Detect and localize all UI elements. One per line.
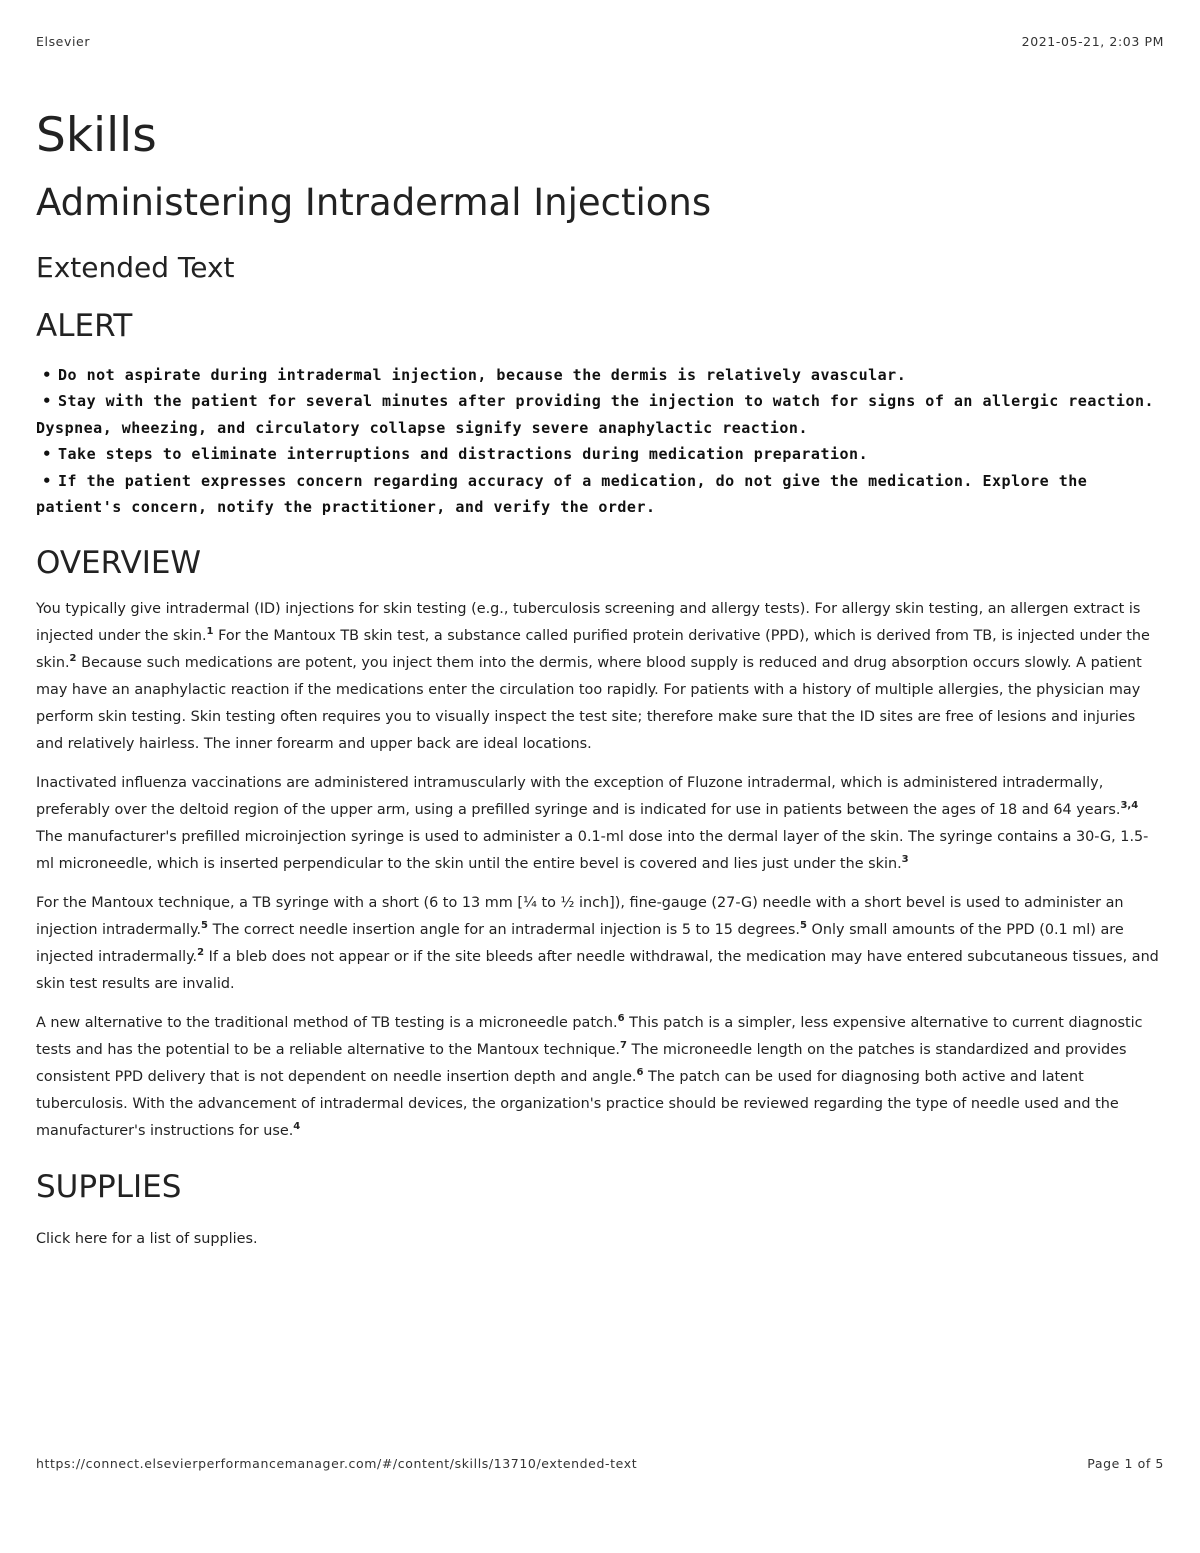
alert-item	[36, 362, 1166, 389]
overview-paragraph-1: You typically give intradermal (ID) injections for skin testing (e.g., tuberculosis screening and allergy tests). For allergy skin testing, an allergen extract is injected under the skin.$^1$ For the Mantoux TB skin test, a substance called purified protein derivative (PPD), which is derived from TB, is injected under the skin.$^2$ Because such medications are potent, you inject them into the dermis, where blood supply is reduced and drug absorption occurs slowly. A patient may have an anaphylactic reaction if the medications enter the circulation too rapidly. For patients with a history of multiple allergies, the physician may perform skin testing. Skin testing often requires you to visually inspect the test site; therefore make sure that the ID sites are free of lesions and injuries and relatively hairless. The inner forearm and upper back are ideal locations.	[36, 600, 1150, 752]
citation: 2	[69, 652, 77, 664]
alert-item-text: Stay with the patient for several minutes after providing the injection to watch for signs of an allergic reaction. Dyspnea, wheezing, and circulatory collapse signify severe anaphylactic reaction.	[36, 392, 1155, 437]
bullet-icon: •	[42, 445, 52, 464]
citation: 2	[197, 946, 205, 958]
overview-paragraph-3: For the Mantoux technique, a TB syringe with a short (6 to 13 mm [¼ to ½ inch]), fine-gauge (27-G) needle with a short bevel is used to administer an injection intradermally.$^5$ The correct needle insertion angle for an intradermal injection is 5 to 15 degrees.$^5$ Only small amounts of the PPD (0.1 ml) are injected intradermally.$^2$ If a bleb does not appear or if the site bleeds after needle withdrawal, the medication may have entered subcutaneous tissues, and skin test results are invalid.	[36, 894, 1159, 992]
bullet-icon: •	[42, 365, 52, 384]
citation: 5	[201, 919, 209, 931]
alert-heading: ALERT	[36, 308, 133, 345]
alert-item	[36, 388, 1166, 441]
citation: 3	[901, 853, 909, 865]
alert-item-text: Take steps to eliminate interruptions and distractions during medication preparation.	[58, 445, 869, 464]
citation: 3,4	[1120, 799, 1139, 811]
overview-heading: OVERVIEW	[36, 544, 202, 581]
print-footer-url: https://connect.elsevierperformancemanager.com/#/content/skills/13710/extended-text	[36, 1456, 638, 1471]
overview-paragraph-2: Inactivated influenza vaccinations are administered intramuscularly with the exception of Fluzone intradermal, which is administered intradermally, preferably over the deltoid region of the upper arm, using a prefilled syringe and is indicated for use in patients between the ages of 18 and 64 years.$^{3,4}$ The manufacturer's prefilled microinjection syringe is used to administer a 0.1-ml dose into the dermal layer of the skin. The syringe contains a 30-G, 1.5-ml microneedle, which is inserted perpendicular to the skin until the entire bevel is covered and lies just under the skin.$^3$	[36, 774, 1149, 872]
section-subtitle: Extended Text	[36, 250, 235, 284]
citation: 4	[293, 1120, 301, 1132]
skill-title: Administering Intradermal Injections	[36, 181, 712, 225]
bullet-icon: •	[42, 471, 52, 490]
alert-item	[36, 441, 1166, 468]
supplies-heading: SUPPLIES	[36, 1168, 182, 1205]
print-footer-page-number: Page 1 of 5	[1087, 1456, 1164, 1471]
citation: 5	[799, 919, 807, 931]
alert-item	[36, 468, 1166, 521]
document-body	[36, 108, 1166, 1253]
citation: 6	[636, 1066, 644, 1078]
print-header-source: Elsevier	[36, 34, 91, 49]
citation: 6	[617, 1012, 625, 1024]
citation: 7	[620, 1039, 627, 1051]
overview-paragraph-4: A new alternative to the traditional method of TB testing is a microneedle patch.$^6$ This patch is a simpler, less expensive alternative to current diagnostic tests and has the potential to be a reliable alternative to the Mantoux technique.$^7$ The microneedle length on the patches is standardized and provides consistent PPD delivery that is not dependent on needle insertion depth and angle.$^6$ The patch can be used for diagnosing both active and latent tuberculosis. With the advancement of intradermal devices, the organization's practice should be reviewed regarding the type of needle used and the manufacturer's instructions for use.$^4$	[36, 1012, 1143, 1139]
alert-list	[36, 362, 1166, 521]
citation: 1	[206, 625, 214, 637]
bullet-icon: •	[42, 392, 52, 411]
supplies-link[interactable]: Click here for a list of supplies.	[36, 1230, 258, 1247]
alert-item-text: Do not aspirate during intradermal injection, because the dermis is relatively avascular.	[58, 365, 907, 384]
alert-item-text: If the patient expresses concern regarding accuracy of a medication, do not give the medication. Explore the patient's concern, notify the practitioner, and verify the order.	[36, 471, 1088, 517]
page-title: Skills	[36, 108, 157, 163]
print-header-datetime: 2021-05-21, 2:03 PM	[1021, 34, 1164, 49]
